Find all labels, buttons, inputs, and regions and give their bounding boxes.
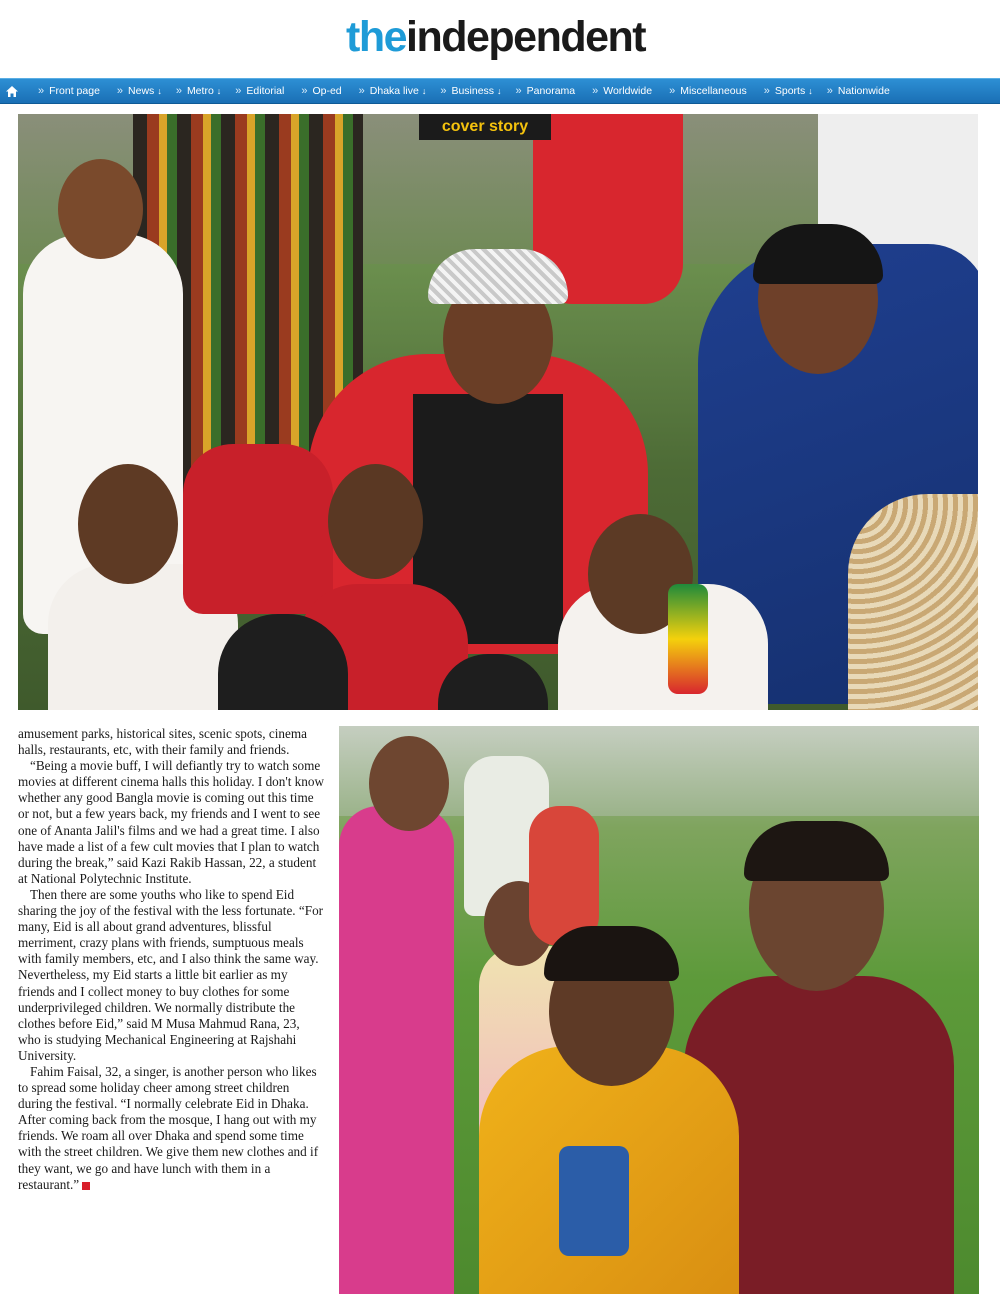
- nav-item-label: Nationwide: [837, 85, 890, 97]
- main-navigation: [0, 78, 1000, 104]
- photo-child-face: [58, 159, 143, 259]
- photo-man-hat: [428, 249, 568, 304]
- nav-item-news[interactable]: [117, 85, 162, 97]
- nav-item-panorama[interactable]: [516, 85, 579, 97]
- logo-independent: independent: [406, 13, 646, 61]
- photo-girl-face: [369, 736, 449, 831]
- nav-separator: »: [515, 85, 520, 97]
- nav-item-front-page[interactable]: [38, 85, 103, 97]
- home-icon-svg: [5, 85, 19, 98]
- nav-item-nationwide[interactable]: [827, 85, 893, 97]
- nav-separator: »: [116, 85, 122, 97]
- end-of-article-mark: [82, 1182, 90, 1190]
- cover-photo-children-group: [18, 114, 978, 710]
- photo-shirt-print: [559, 1146, 629, 1256]
- photo-boy-hair-left: [544, 926, 679, 981]
- nav-item-dhaka-live[interactable]: [359, 85, 427, 97]
- nav-separator: »: [592, 85, 597, 97]
- nav-separator: »: [38, 85, 43, 97]
- dropdown-arrow-icon: ↓: [157, 86, 162, 96]
- nav-separator: »: [763, 85, 768, 97]
- dropdown-arrow-icon: ↓: [497, 86, 502, 96]
- nav-item-label: Op-ed: [312, 85, 342, 97]
- nav-separator: »: [235, 85, 240, 97]
- nav-item-editorial[interactable]: [235, 85, 287, 97]
- photo-boy-face-center: [328, 464, 423, 579]
- nav-item-label: News: [128, 85, 155, 97]
- nav-separator: »: [358, 85, 363, 97]
- cover-story-label: cover story: [419, 114, 551, 140]
- nav-item-sports[interactable]: [764, 85, 813, 97]
- nav-separator: »: [440, 85, 445, 97]
- dropdown-arrow-icon: ↓: [421, 86, 427, 96]
- nav-item-worldwide[interactable]: [592, 85, 655, 97]
- article-paragraph: amusement parks, historical sites, scenic spots, cinema halls, restaurants, etc, with their family and friends.: [18, 726, 307, 758]
- logo-the: the: [346, 13, 406, 61]
- photo-two-boys-field: [339, 726, 979, 1294]
- nav-separator: »: [826, 85, 831, 97]
- home-icon[interactable]: [0, 79, 24, 103]
- nav-item-label: Sports: [774, 85, 806, 97]
- photo-child-red-dress: [529, 806, 599, 946]
- nav-separator: »: [175, 85, 180, 97]
- dropdown-arrow-icon: ↓: [808, 86, 813, 96]
- nav-item-label: Worldwide: [603, 85, 653, 97]
- article-paragraph-text: Fahim Faisal, 32, a singer, is another person who likes to spread some holiday cheer among street children during the festival. “I normally celebrate Eid in Dhaka. After coming back from the mosque, I hang out with my friends. We roam all over Dhaka and spend some time with the street children. We give them new clothes and if they want, we go and have lunch with them in a restaurant.”: [18, 1063, 319, 1192]
- nav-item-op-ed[interactable]: [301, 85, 344, 97]
- nav-item-business[interactable]: [440, 85, 501, 97]
- nav-separator: »: [669, 85, 674, 97]
- nav-item-label: Editorial: [246, 85, 285, 97]
- nav-separator: »: [301, 85, 306, 97]
- photo-boy-red-shirt: [183, 444, 333, 614]
- nav-item-label: Miscellaneous: [680, 85, 747, 97]
- article-body: [18, 726, 324, 1193]
- nav-item-miscellaneous[interactable]: [669, 85, 750, 97]
- dropdown-arrow-icon: ↓: [216, 86, 222, 96]
- nav-item-label: Metro: [186, 85, 214, 97]
- article-paragraph-last: [18, 1064, 324, 1193]
- article-paragraph: Then there are some youths who like to spend Eid sharing the joy of the festival with the less fortunate. “For many, Eid is all about grand adventures, blissful merriment, crazy plans with friends, sumptuous meals with family members, etc, and I also think the same way. Nevertheless, my Eid starts a little bit earlier as my friends and I collect money to buy clothes for some underprivileged children. We normally distribute the clothes before Eid,” said M Musa Mahmud Rana, 23, who is studying Mechanical Engineering at Rajshahi University.: [18, 886, 324, 1063]
- nav-item-metro[interactable]: [176, 85, 221, 97]
- photo-toy-flag: [668, 584, 708, 694]
- photo-boy-hair-right: [744, 821, 889, 881]
- nav-item-label: Dhaka live: [369, 85, 419, 97]
- photo-boy-face-left: [78, 464, 178, 584]
- masthead: [0, 0, 1000, 78]
- nav-item-label: Front page: [49, 85, 100, 97]
- site-logo[interactable]: [346, 12, 645, 62]
- photo-girl-pink-dress: [339, 806, 454, 1294]
- nav-item-label: Panorama: [526, 85, 576, 97]
- nav-item-label: Business: [451, 85, 495, 97]
- photo-figure-patterned: [848, 494, 978, 710]
- article-paragraph: “Being a movie buff, I will defiantly try to watch some movies at different cinema halls this holiday. I don't know whether any good Bangla movie is coming out this time or not, but a few years back, my friends and I went to see one of Ananta Jalil's films and we had a great time. I also have made a list of a few cult movies that I plan to watch during the break,” said Kazi Rakib Hassan, 22, a student at National Polytechnic Institute.: [18, 758, 324, 886]
